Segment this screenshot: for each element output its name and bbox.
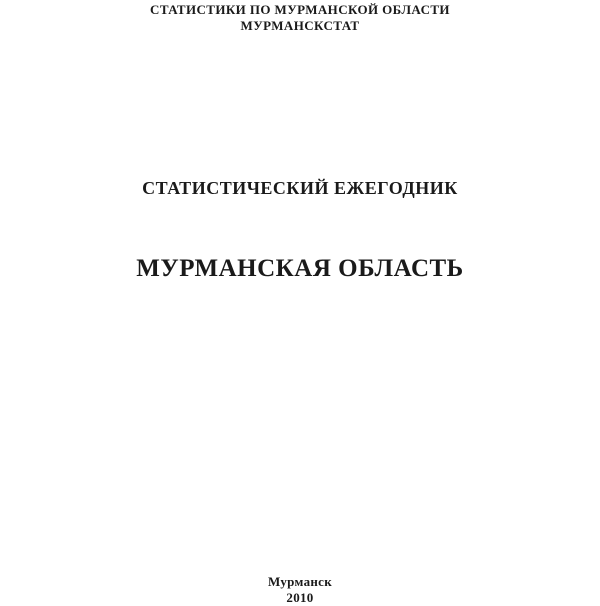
publisher-header: [0, 2, 600, 34]
imprint-city: Мурманск: [267, 574, 333, 589]
imprint: [0, 574, 600, 606]
book-subtitle: СТАТИСТИЧЕСКИЙ ЕЖЕГОДНИК: [142, 178, 458, 198]
publisher-line-1: СТАТИСТИКИ ПО МУРМАНСКОЙ ОБЛАСТИ: [150, 2, 450, 17]
book-title: МУРМАНСКАЯ ОБЛАСТЬ: [136, 255, 464, 282]
imprint-year: 2010: [286, 590, 314, 605]
publisher-line-2: МУРМАНСКСТАТ: [240, 18, 360, 33]
